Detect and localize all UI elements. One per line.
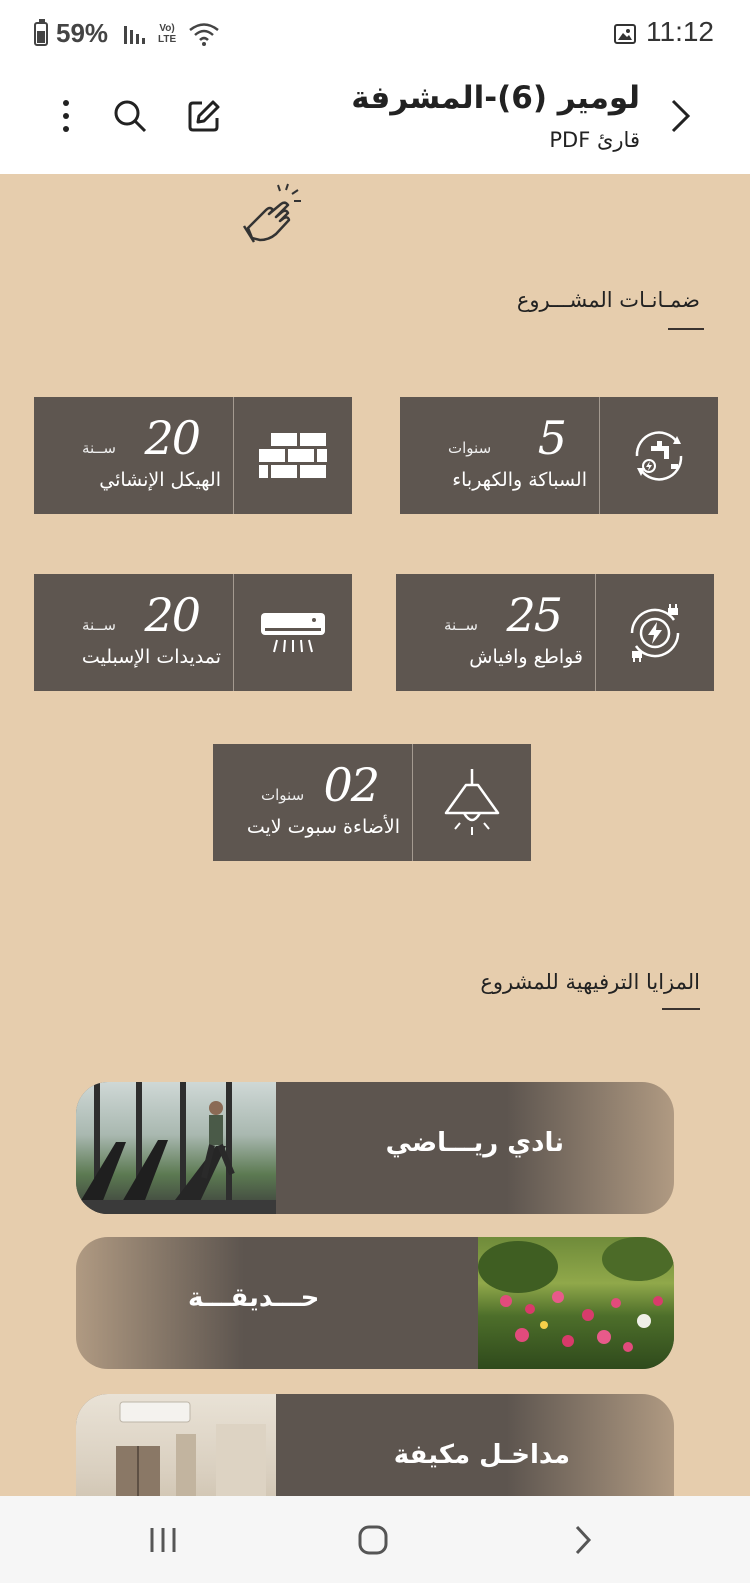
tile-text bbox=[213, 744, 413, 861]
document-title: لومير (6)-المشرفة bbox=[351, 80, 640, 116]
guarantee-tile-spot-lighting bbox=[213, 744, 531, 861]
battery-icon bbox=[34, 22, 48, 46]
back-nav-button[interactable] bbox=[558, 1518, 608, 1562]
tile-text bbox=[396, 574, 596, 691]
wifi-icon bbox=[188, 21, 220, 47]
edit-icon bbox=[186, 98, 222, 134]
guarantee-years: 25 bbox=[506, 588, 561, 642]
guarantee-unit: ســنة bbox=[444, 616, 478, 634]
air-conditioner-icon bbox=[259, 611, 327, 655]
tile-text bbox=[400, 397, 600, 514]
tile-icon-area bbox=[600, 397, 718, 514]
ceiling-lamp-icon bbox=[442, 767, 502, 839]
tap-hand-icon bbox=[236, 182, 306, 252]
amenity-card-garden bbox=[76, 1237, 674, 1369]
back-icon bbox=[573, 1524, 593, 1556]
back-button[interactable] bbox=[656, 92, 704, 140]
home-button[interactable] bbox=[348, 1518, 398, 1562]
tile-text bbox=[34, 574, 234, 691]
amenity-label: نادي ريـــاضي bbox=[385, 1128, 564, 1158]
tile-icon-area bbox=[234, 574, 352, 691]
app-bar bbox=[0, 68, 750, 174]
volte-indicator: Vo) LTE bbox=[157, 22, 177, 45]
status-left bbox=[34, 18, 220, 49]
battery-percentage: 59% bbox=[56, 18, 109, 48]
guarantee-unit: سنوات bbox=[261, 786, 305, 804]
amenities-heading: المزايا الترفيهية للمشروع bbox=[480, 970, 700, 994]
amenity-card-gym bbox=[76, 1082, 674, 1214]
bricks-icon bbox=[257, 431, 329, 481]
tile-icon-area bbox=[234, 397, 352, 514]
back-chevron-icon bbox=[668, 98, 692, 134]
signal-icon bbox=[122, 22, 146, 46]
search-button[interactable] bbox=[106, 92, 154, 140]
amenity-card-entrances bbox=[76, 1394, 674, 1496]
amenities-heading-underline bbox=[662, 1008, 700, 1010]
power-plug-icon bbox=[622, 600, 688, 666]
guarantees-heading-underline bbox=[668, 328, 704, 330]
more-icon bbox=[60, 98, 72, 134]
amenity-label: مداخـل مكيفة bbox=[393, 1440, 570, 1470]
guarantees-heading: ضمـانـات المشـــروع bbox=[516, 288, 700, 312]
gym-treadmills-photo bbox=[76, 1082, 276, 1214]
tile-icon-area bbox=[413, 744, 531, 861]
pdf-page-content[interactable] bbox=[0, 174, 750, 1496]
guarantee-tile-split-ac bbox=[34, 574, 352, 691]
amenity-label: حـــديقـــة bbox=[188, 1283, 320, 1313]
guarantee-unit: ســنة bbox=[82, 439, 116, 457]
guarantee-label: الأضاءة سبوت لايت bbox=[246, 816, 400, 838]
guarantee-label: تمديدات الإسبليت bbox=[81, 646, 221, 668]
system-nav-bar bbox=[0, 1496, 750, 1583]
tile-icon-area bbox=[596, 574, 714, 691]
plumbing-electric-icon bbox=[627, 424, 691, 488]
gallery-notification-icon bbox=[614, 24, 636, 44]
guarantee-tile-breakers-sockets bbox=[396, 574, 714, 691]
guarantee-tile-structure bbox=[34, 397, 352, 514]
air-conditioned-entrance-photo bbox=[76, 1394, 276, 1496]
guarantee-years: 20 bbox=[144, 588, 199, 642]
guarantee-unit: ســنة bbox=[82, 616, 116, 634]
guarantee-tile-plumbing-electricity bbox=[400, 397, 718, 514]
guarantee-label: الهيكل الإنشائي bbox=[99, 469, 221, 491]
more-options-button[interactable] bbox=[42, 92, 90, 140]
edit-button[interactable] bbox=[180, 92, 228, 140]
guarantee-label: قواطع وافياش bbox=[469, 646, 583, 668]
recent-apps-icon bbox=[148, 1525, 178, 1555]
document-subtitle: قارئ PDF bbox=[549, 128, 640, 152]
status-time: 11:12 bbox=[646, 16, 714, 47]
recent-apps-button[interactable] bbox=[138, 1518, 188, 1562]
tile-text bbox=[34, 397, 234, 514]
home-icon bbox=[357, 1524, 389, 1556]
guarantee-years: 5 bbox=[537, 411, 565, 465]
guarantee-years: 02 bbox=[323, 758, 378, 812]
status-bar bbox=[0, 0, 750, 68]
guarantee-unit: سنوات bbox=[448, 439, 492, 457]
guarantee-label: السباكة والكهرباء bbox=[452, 469, 587, 491]
garden-flowers-photo bbox=[478, 1237, 674, 1369]
guarantee-years: 20 bbox=[144, 411, 199, 465]
search-icon bbox=[112, 98, 148, 134]
